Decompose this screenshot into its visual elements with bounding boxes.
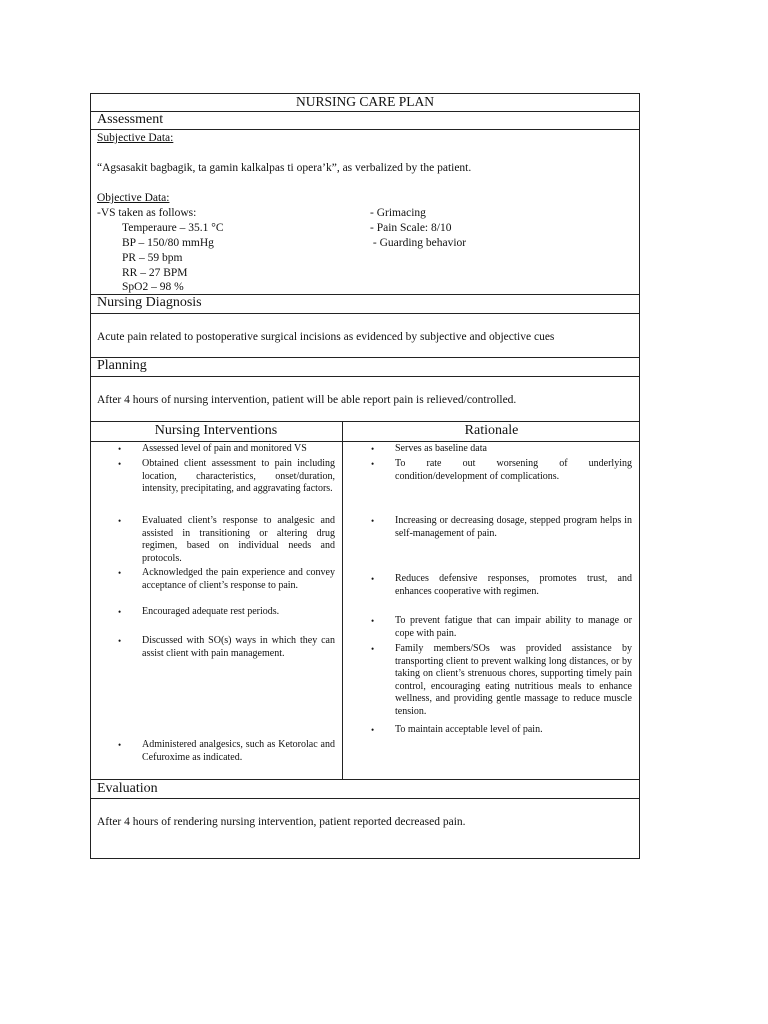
evaluation-heading: Evaluation [97,781,158,796]
observation-grimacing: - Grimacing [370,207,426,219]
column-divider [342,421,343,779]
rule-under-diagnosis-heading [90,313,640,314]
rule-under-evaluation-heading [90,798,640,799]
rationale-item: • To prevent fatigue that can impair ability to manage or cope with pain. [371,615,632,639]
vital-rr: RR – 27 BPM [122,267,188,279]
intervention-item: • Acknowledged the pain experience and convey acceptance of client’s response to pain. [118,567,335,591]
rationale-heading: Rationale [464,423,519,438]
page-title: NURSING CARE PLAN [295,94,434,109]
rationale-item: • To rate out worsening of underlying condition/development of complications. [371,458,632,482]
intervention-item: • Assessed level of pain and monitored VS [118,443,307,454]
rationale-item: • Increasing or decreasing dosage, stepped program helps in self-management of pain. [371,515,632,539]
subjective-label: Subjective Data: [97,132,174,144]
intervention-item: • Encouraged adequate rest periods. [118,606,280,617]
planning-heading: Planning [97,358,147,373]
observation-guarding: - Guarding behavior [370,237,467,249]
vital-bp: BP – 150/80 mmHg [122,237,214,249]
rule-under-planning-heading [90,376,640,377]
rule-under-title [90,111,640,112]
rule-above-planning [90,357,640,358]
objective-label: Objective Data: [97,192,170,204]
vital-pr: PR – 59 bpm [122,252,183,264]
assessment-heading: Assessment [97,112,164,127]
evaluation-text: After 4 hours of rendering nursing intervention, patient reported decreased pain. [97,816,466,828]
rationale-item: • Serves as baseline data [371,443,487,454]
intervention-item: • Discussed with SO(s) ways in which they can assist client with pain management. [118,635,335,659]
diagnosis-text: Acute pain related to postoperative surgical incisions as evidenced by subjective and objective cues [97,331,555,343]
rule-above-interventions [90,421,640,422]
rule-above-evaluation [90,779,640,780]
observation-pain-scale: - Pain Scale: 8/10 [370,222,452,234]
rationale-item: • To maintain acceptable level of pain. [371,724,543,735]
vs-intro: -VS taken as follows: [97,207,197,219]
vital-spo2: SpO2 – 98 % [122,281,184,293]
rationale-item: • Family members/SOs was provided assistance by transporting client to prevent walking long distances, or by taking on client’s strenuous chores, supporting timely pain control, encouraging eating nutritious meals to enhance wellness, and providing gentle massage to reduce muscle tension. [371,643,632,717]
intervention-item: • Administered analgesics, such as Ketorolac and Cefuroxime as indicated. [118,739,335,763]
subjective-quote: “Agsasakit bagbagik, ta gamin kalkalpas ti opera’k”, as verbalized by the patient. [97,162,472,174]
diagnosis-heading: Nursing Diagnosis [97,295,202,310]
rule-under-interventions-heading [90,441,640,442]
intervention-item: • Evaluated client’s response to analgesic and assisted in transitioning or altering drug regimen, based on individual needs and protocols. [118,515,335,564]
rule-under-assessment-heading [90,129,640,130]
rationale-item: • Reduces defensive responses, promotes trust, and enhances cooperative with regimen. [371,573,632,597]
vital-temperature: Temperaure – 35.1 °C [122,222,224,234]
interventions-heading: Nursing Interventions [154,423,278,438]
intervention-item: • Obtained client assessment to pain including location, characteristics, onset/duration, intensity, precipitating, and aggravating factors. [118,458,335,494]
planning-text: After 4 hours of nursing intervention, patient will be able report pain is relieved/controlled. [97,394,517,406]
